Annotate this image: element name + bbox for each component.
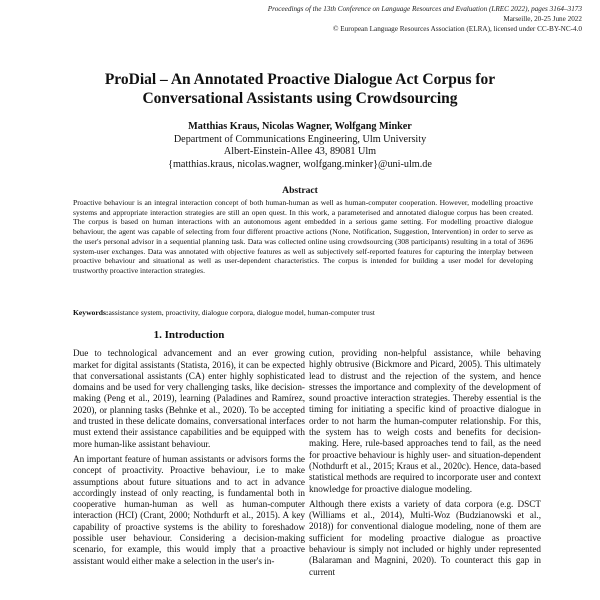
right-column <box>309 348 541 582</box>
title-line-1: ProDial – An Annotated Proactive Dialogue Act Corpus for <box>104 71 496 88</box>
author-emails: {matthias.kraus, nicolas.wagner, wolfgang.minker}@uni-ulm.de <box>168 158 432 170</box>
abstract-heading: Abstract <box>282 185 318 196</box>
keywords-text: assistance system, proactivity, dialogue corpora, dialogue model, human-computer trust <box>108 308 375 317</box>
proceedings-header <box>268 4 582 34</box>
affiliation-line-1: Department of Communications Engineering, Ulm University <box>173 133 427 145</box>
section-heading-introduction: 1. Introduction <box>153 329 225 341</box>
paper-title <box>0 70 600 108</box>
intro-paragraph-1: Due to technological advancement and an ever growing market for digital assistants (Statista, 2016), it can be expected that conversational assistants (CA) enter highly sophisticated domains and be used for very challenging tasks, like decision-making (Peng et al., 2019), learning (Paladines and Ramírez, 2020), or planning tasks (Behnke et al., 2020). To be accepted and trusted in these delicate domains, conversational interfaces must extend their assistance capabilities and be equipped with more human-like assistant behaviour. <box>73 348 305 449</box>
left-column <box>73 330 305 571</box>
proceedings-line-2: Marseille, 20-25 June 2022 <box>503 15 582 23</box>
title-line-2: Conversational Assistants using Crowdsourcing <box>142 90 458 107</box>
intro-paragraph-2: An important feature of human assistants or advisors forms the concept of proactivity. Proactive behaviour, i.e to make assumptions about future situations and to act in advance accordingly instead of only reacting, is fundamental both in cooperative human-human as well as human-computer interaction (HCI) (Crant, 2000; Nothdurft et al., 2015). A key capability of proactive systems is the ability to foreshadow possible user behaviour. Considering a decision-making scenario, for example, this would imply that a proactive assistant would either make a selection in the user's in- <box>73 453 305 566</box>
proceedings-line-3: © European Language Resources Association (ELRA), licensed under CC-BY-NC-4.0 <box>333 25 582 33</box>
author-names: Matthias Kraus, Nicolas Wagner, Wolfgang Minker <box>188 121 412 132</box>
proceedings-line-1: Proceedings of the 13th Conference on Language Resources and Evaluation (LREC 2022), pages 3164–3173 <box>267 5 582 13</box>
affiliation-line-2: Albert-Einstein-Allee 43, 89081 Ulm <box>223 146 377 158</box>
intro-paragraph-3: cution, providing non-helpful assistance, while behaving highly obtrusive (Bickmore and Picard, 2005). This ultimately lead to distrust and the rejection of the system, and hence stresses the importance and complexity of the development of sound proactive interaction strategies. Thereby essential is the timing for initiating a specific kind of proactive dialogue in order to not harm the human-computer relationship. For this, the system has to weigh costs and benefits for decision-making. Here, rule-based approaches tend to fail, as the need for proactive behaviour is highly user- and situation-dependent (Nothdurft et al., 2015; Kraus et al., 2020c). Hence, data-based statistical methods are required to incorporate user and context knowledge for proactive dialogue modeling. <box>309 348 541 494</box>
abstract-text: Proactive behaviour is an integral interaction concept of both human-human as well as human-computer cooperation. However, modelling proactive systems and appropriate interaction strategies are still an open quest. In this work, a parameterised and annotated dialogue corpus has been created. The corpus is based on human interactions with an autonomous agent embedded in a serious game setting. For modelling proactive dialogue behaviour, the agent was capable of selecting from four different proactive actions (None, Notification, Suggestion, Intervention) in order to serve as the user's personal advisor in a sequential planning task. Data was collected online using crowdsourcing (308 participants) resulting in a total of 3696 system-user exchanges. Data was annotated with objective features as well as subjectively self-reported features for capturing the interplay between proactive behaviour and situational as well as user-dependent characteristics. The corpus is intended for building a user model for developing trustworthy proactive interaction strategies. <box>73 198 533 275</box>
author-block <box>0 121 600 171</box>
intro-paragraph-4: Although there exists a variety of data corpora (e.g. DSCT (Williams et al., 2014), Multi-Woz (Budzianowski et al., 2018)) for conventional dialogue modeling, none of them are sufficient for modeling proactive dialogue as proactive behaviour is simply not included or highly under represented (Balaraman and Magnini, 2020). To counteract this gap in current <box>309 498 541 577</box>
keywords <box>73 308 533 318</box>
keywords-label: Keywords: <box>73 308 109 317</box>
